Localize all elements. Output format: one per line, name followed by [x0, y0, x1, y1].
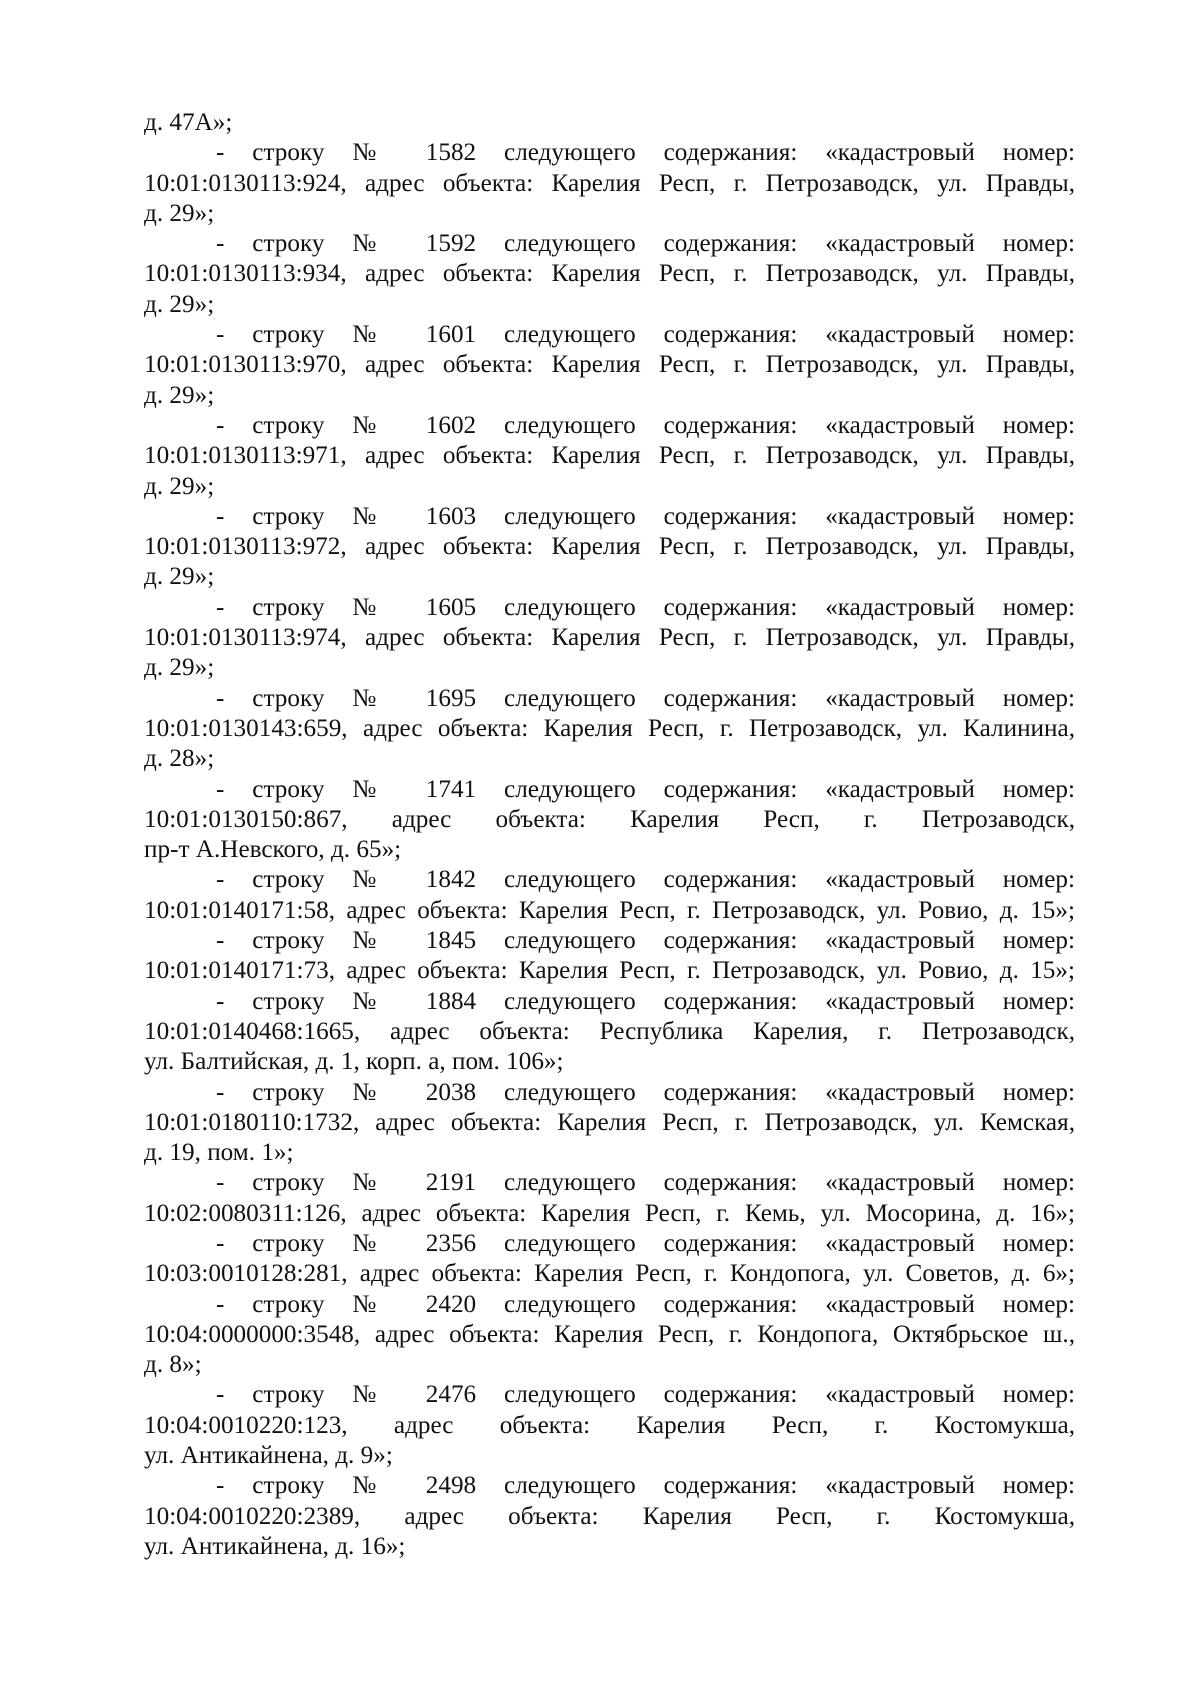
text-line: д. 47А»;	[144, 109, 233, 136]
paragraph-first-line: - строку № 2498 следующего содержания: «кадастровый номер:	[216, 1472, 1075, 1500]
paragraph-first-line: - строку № 1605 следующего содержания: «кадастровый номер:	[216, 593, 1075, 621]
text-line: 10:01:0130150:867, адрес объекта: Карелия Респ, г. Петрозаводск,	[144, 805, 1075, 833]
text-line: 10:01:0180110:1732, адрес объекта: Карелия Респ, г. Петрозаводск, ул. Кемская,	[144, 1108, 1075, 1136]
text-line: 10:04:0000000:3548, адрес объекта: Карелия Респ, г. Кондопога, Октябрьское ш.,	[144, 1320, 1075, 1348]
paragraph-first-line: - строку № 1582 следующего содержания: «кадастровый номер:	[216, 139, 1075, 167]
text-line: 10:01:0130113:971, адрес объекта: Карелия Респ, г. Петрозаводск, ул. Правды,	[144, 442, 1075, 470]
text-line: д. 29»;	[144, 563, 215, 591]
text-line: 10:04:0010220:123, адрес объекта: Карелия Респ, г. Костомукша,	[144, 1411, 1075, 1439]
text-line: 10:01:0130113:972, адрес объекта: Карелия Респ, г. Петрозаводск, ул. Правды,	[144, 533, 1075, 561]
paragraph-first-line: - строку № 2191 следующего содержания: «кадастровый номер:	[216, 1169, 1075, 1197]
text-line: д. 29»;	[144, 654, 215, 682]
paragraph-first-line: - строку № 1695 следующего содержания: «кадастровый номер:	[216, 684, 1075, 712]
text-line: 10:02:0080311:126, адрес объекта: Карелия Респ, г. Кемь, ул. Мосорина, д. 16»;	[144, 1199, 1075, 1227]
paragraph-first-line: - строку № 2038 следующего содержания: «кадастровый номер:	[216, 1078, 1075, 1106]
text-line: д. 29»;	[144, 381, 215, 409]
text-line: д. 28»;	[144, 745, 215, 773]
paragraph-first-line: - строку № 1884 следующего содержания: «кадастровый номер:	[216, 987, 1075, 1015]
paragraph-first-line: - строку № 1845 следующего содержания: «кадастровый номер:	[216, 927, 1075, 955]
text-line: д. 29»;	[144, 472, 215, 500]
text-line: 10:01:0130113:924, адрес объекта: Карелия Респ, г. Петрозаводск, ул. Правды,	[144, 169, 1075, 197]
text-line: д. 29»;	[144, 290, 215, 318]
paragraph-first-line: - строку № 1592 следующего содержания: «кадастровый номер:	[216, 230, 1075, 258]
text-line: д. 19, пом. 1»;	[144, 1139, 294, 1167]
text-line: 10:01:0140468:1665, адрес объекта: Республика Карелия, г. Петрозаводск,	[144, 1017, 1075, 1045]
paragraph-first-line: - строку № 1842 следующего содержания: «кадастровый номер:	[216, 866, 1075, 894]
text-line: 10:01:0130143:659, адрес объекта: Карелия Респ, г. Петрозаводск, ул. Калинина,	[144, 714, 1075, 742]
text-line: 10:01:0130113:974, адрес объекта: Карелия Респ, г. Петрозаводск, ул. Правды,	[144, 624, 1075, 652]
text-line: д. 8»;	[144, 1351, 202, 1379]
text-line: 10:03:0010128:281, адрес объекта: Карелия Респ, г. Кондопога, ул. Советов, д. 6»;	[144, 1260, 1075, 1288]
paragraph-first-line: - строку № 1602 следующего содержания: «кадастровый номер:	[216, 411, 1075, 439]
text-line: ул. Балтийская, д. 1, корп. а, пом. 106»;	[144, 1048, 564, 1076]
document-body	[144, 108, 1075, 1562]
text-line: ул. Антикайнена, д. 16»;	[144, 1532, 406, 1560]
text-line: ул. Антикайнена, д. 9»;	[144, 1442, 393, 1470]
paragraph-first-line: - строку № 1741 следующего содержания: «кадастровый номер:	[216, 775, 1075, 803]
paragraph-first-line: - строку № 2420 следующего содержания: «кадастровый номер:	[216, 1290, 1075, 1318]
text-line: 10:01:0140171:73, адрес объекта: Карелия Респ, г. Петрозаводск, ул. Ровио, д. 15»;	[144, 957, 1075, 985]
text-line: 10:01:0130113:934, адрес объекта: Карелия Респ, г. Петрозаводск, ул. Правды,	[144, 260, 1075, 288]
paragraph-first-line: - строку № 2476 следующего содержания: «кадастровый номер:	[216, 1381, 1075, 1409]
paragraph-first-line: - строку № 1601 следующего содержания: «кадастровый номер:	[216, 321, 1075, 349]
paragraph-first-line: - строку № 2356 следующего содержания: «кадастровый номер:	[216, 1229, 1075, 1257]
paragraph-first-line: - строку № 1603 следующего содержания: «кадастровый номер:	[216, 502, 1075, 530]
text-line: д. 29»;	[144, 199, 215, 227]
text-line: 10:01:0140171:58, адрес объекта: Карелия Респ, г. Петрозаводск, ул. Ровио, д. 15»;	[144, 896, 1075, 924]
text-line: 10:04:0010220:2389, адрес объекта: Карелия Респ, г. Костомукша,	[144, 1502, 1075, 1530]
text-line: пр-т А.Невского, д. 65»;	[144, 836, 402, 864]
text-line: 10:01:0130113:970, адрес объекта: Карелия Респ, г. Петрозаводск, ул. Правды,	[144, 351, 1075, 379]
